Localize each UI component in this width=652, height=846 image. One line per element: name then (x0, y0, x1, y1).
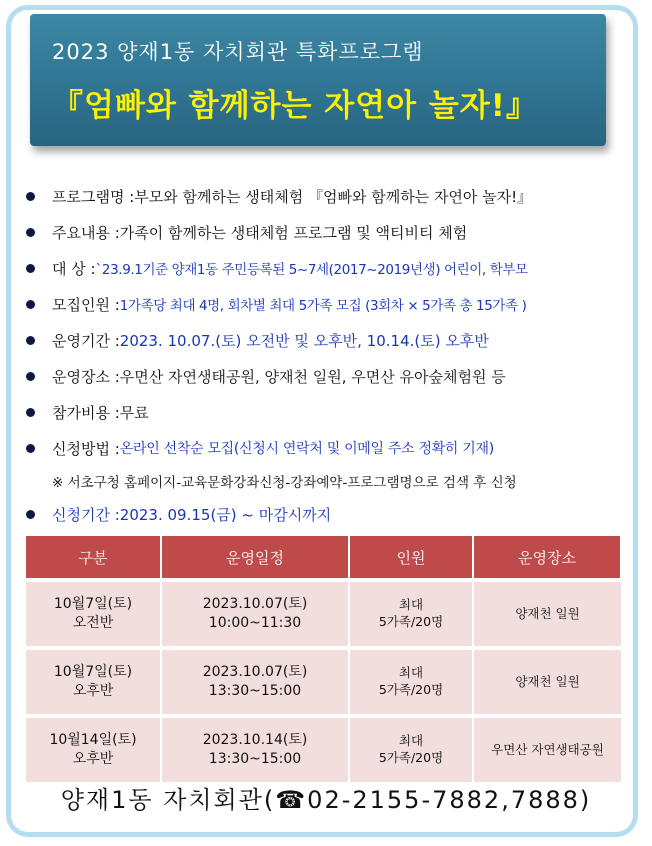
info-value: 우면산 자연생태공원, 양재천 일원, 우면산 유아숲체험원 등 (119, 367, 506, 386)
schedule-time: 10:00~11:30 (208, 615, 302, 631)
bullet-icon (26, 444, 35, 453)
bullet-icon (26, 264, 35, 273)
table-row (25, 648, 621, 716)
schedule-time: 13:30~15:00 (208, 683, 302, 699)
division-date: 10월14일(토) (49, 732, 137, 749)
info-key: 대 상 : (52, 259, 96, 278)
cell-place: 양재천 일원 (473, 580, 621, 648)
banner-subtitle: 2023 양재1동 자치회관 특화프로그램 (52, 40, 424, 64)
info-key: 신청방법 : (52, 439, 120, 458)
info-key: 참가비용 : (52, 403, 120, 422)
bullet-icon (26, 372, 35, 381)
program-info-list (26, 178, 626, 532)
banner-title: 『엄빠와 함께하는 자연아 놀자!』 (52, 88, 538, 124)
info-key: 모집인원 : (52, 295, 120, 314)
cell-capacity (349, 648, 473, 716)
info-value: 1가족당 최대 4명, 회차별 최대 5가족 모집 (3회차 × 5가족 총 15가족 ) (119, 298, 527, 314)
bullet-icon (26, 192, 35, 201)
info-key: 운영기간 : (52, 331, 120, 350)
contact-footer: 양재1동 자치회관(☎02-2155-7882,7888) (60, 786, 592, 814)
capacity-value: 5가족/20명 (378, 682, 444, 697)
bullet-icon (26, 300, 35, 309)
schedule-date: 2023.10.14(토) (202, 732, 308, 749)
info-value: 2023. 10.07.(토) 오전반 및 오후반, 10.14.(토) 오후반 (119, 331, 489, 350)
schedule-date: 2023.10.07(토) (202, 596, 308, 613)
apply-note: ※ 서초구청 홈페이지-교육문화강좌신청-강좌예약-프로그램명으로 검색 후 신청 (52, 475, 517, 491)
info-row-apply-period (26, 496, 626, 532)
division-session: 오후반 (72, 683, 114, 699)
header-schedule: 운영일정 (161, 535, 349, 580)
header-division: 구분 (25, 535, 161, 580)
cell-schedule (161, 580, 349, 648)
info-value: 2023. 09.15(금) ~ 마감시까지 (119, 505, 332, 524)
info-row-fee (26, 394, 626, 430)
bullet-icon (26, 228, 35, 237)
division-date: 10월7일(토) (53, 596, 133, 613)
info-value: 가족이 함께하는 생태체험 프로그램 및 액티비티 체험 (119, 223, 468, 242)
cell-schedule (161, 716, 349, 782)
cell-place: 양재천 일원 (473, 648, 621, 716)
info-row-period (26, 322, 626, 358)
division-date: 10월7일(토) (53, 664, 133, 681)
cell-schedule (161, 648, 349, 716)
schedule-time: 13:30~15:00 (208, 751, 302, 767)
capacity-label: 최대 (398, 733, 424, 749)
table-header-row (25, 535, 621, 580)
header-place: 운영장소 (473, 535, 621, 580)
info-row-target (26, 250, 626, 286)
capacity-label: 최대 (398, 597, 424, 613)
schedule-date: 2023.10.07(토) (202, 664, 308, 681)
bullet-icon (26, 408, 35, 417)
info-row-location (26, 358, 626, 394)
info-row-recruitment (26, 286, 626, 322)
capacity-label: 최대 (398, 665, 424, 681)
cell-place: 우면산 자연생태공원 (473, 716, 621, 782)
cell-capacity (349, 716, 473, 782)
capacity-value: 5가족/20명 (378, 614, 444, 629)
table-row (25, 580, 621, 648)
bullet-icon (26, 336, 35, 345)
cell-division (25, 648, 161, 716)
info-value: 온라인 선착순 모집(신청시 연락처 및 이메일 주소 정확히 기재) (119, 441, 494, 457)
info-key: 프로그램명 : (52, 187, 135, 206)
cell-capacity (349, 580, 473, 648)
info-row-program-name (26, 178, 626, 214)
info-key: 주요내용 : (52, 223, 120, 242)
info-row-contents (26, 214, 626, 250)
info-value: 무료 (119, 403, 149, 422)
info-key: 운영장소 : (52, 367, 120, 386)
info-value: 부모와 함께하는 생태체험 『엄빠와 함께하는 자연아 놀자!』 (134, 187, 533, 206)
cell-division (25, 580, 161, 648)
table-row (25, 716, 621, 782)
division-session: 오후반 (72, 751, 114, 767)
header-capacity: 인원 (349, 535, 473, 580)
title-banner (30, 14, 606, 146)
division-session: 오전반 (72, 615, 114, 631)
info-key: 신청기간 : (52, 505, 120, 524)
info-row-apply-method (26, 430, 626, 466)
cell-division (25, 716, 161, 782)
schedule-table (24, 534, 622, 782)
bullet-icon (26, 510, 35, 519)
capacity-value: 5가족/20명 (378, 750, 444, 765)
info-value: `23.9.1기준 양재1동 주민등록된 5~7세(2017~2019년생) 어린이, 학부모 (95, 262, 528, 278)
